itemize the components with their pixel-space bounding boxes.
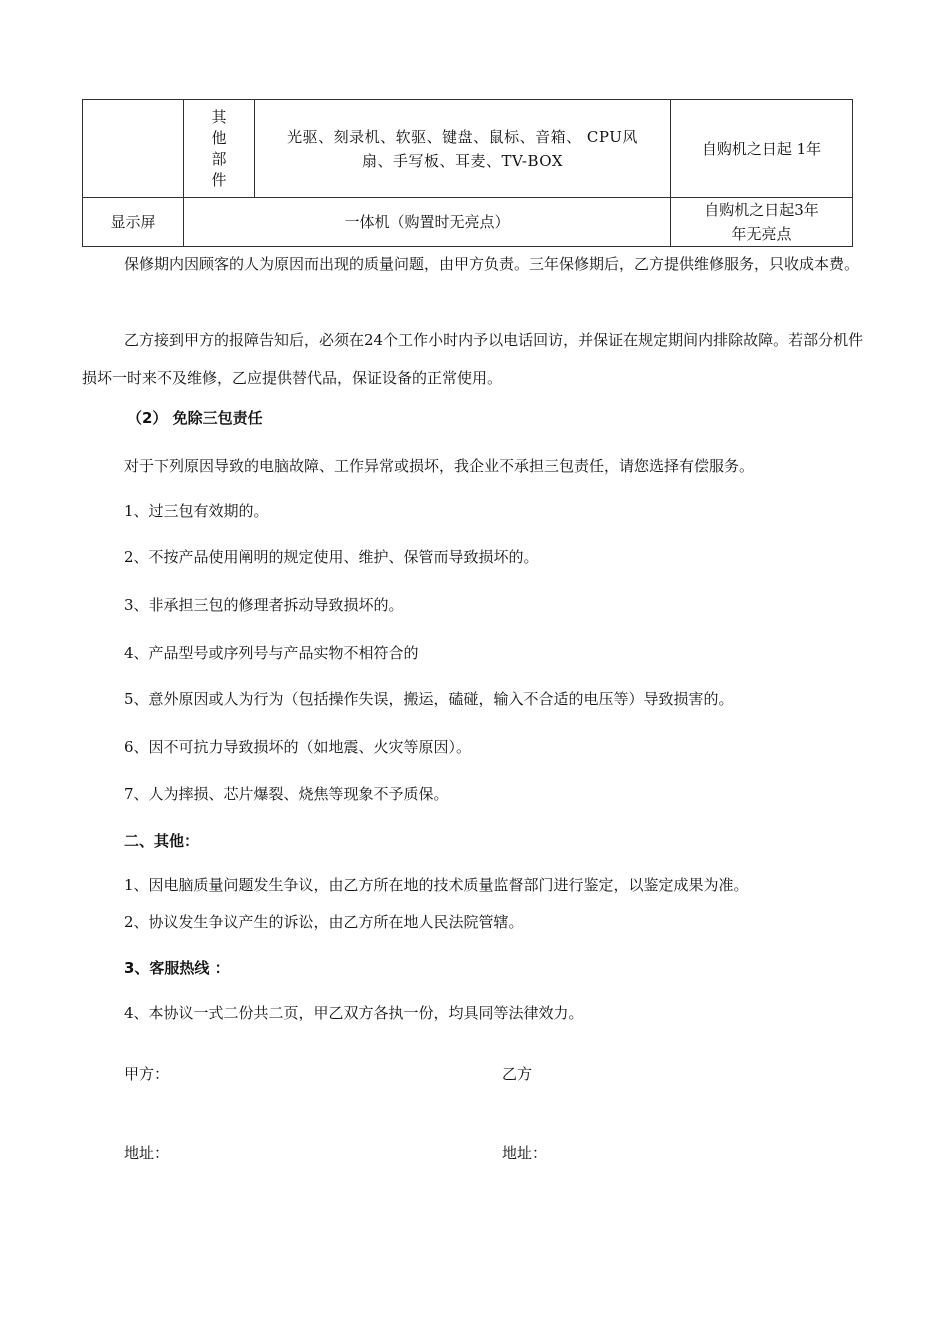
paragraph-repair-response: 乙方接到甲方的报障告知后，必须在24个工作小时内予以电话回访，并保证在规定期间内排除故障。若部分机件损坏一时来不及维修，乙应提供替代品，保证设备的正常使用。 [82, 331, 864, 387]
warranty-period: 自购机之日起3年年无亮点 [704, 201, 819, 243]
list-item: 3、非承担三包的修理者拆动导致损坏的。 [124, 596, 404, 614]
parts-cell [255, 100, 671, 198]
party-a-label: 甲方： [124, 1065, 170, 1083]
section-heading-exempt: （2） 免除三包责任 [127, 409, 263, 427]
list-item: 1、因电脑质量问题发生争议，由乙方所在地的技术质量监督部门进行鉴定，以鉴定成果为准。 [124, 876, 749, 894]
list-item: 6、因不可抗力导致损坏的（如地震、火灾等原因）。 [124, 738, 472, 756]
category-cell [184, 100, 255, 198]
table-row [83, 100, 853, 198]
period-cell [671, 100, 853, 198]
warranty-period: 自购机之日起 1年 [701, 139, 822, 158]
address-b-label: 地址： [502, 1144, 548, 1162]
list-item: 2、不按产品使用阐明的规定使用、维护、保管而导致损坏的。 [124, 548, 539, 566]
empty-cell [83, 100, 184, 198]
item-name: 显示屏 [110, 213, 156, 231]
hotline-label: 3、客服热线 ： [124, 959, 230, 977]
section-heading-other: 二、其他： [124, 832, 200, 850]
period-cell [671, 198, 853, 247]
name-cell [83, 198, 184, 247]
list-item: 1、过三包有效期的。 [124, 502, 269, 520]
category-label: 其他部件 [211, 107, 227, 189]
warranty-table [82, 99, 853, 247]
table-row [83, 198, 853, 247]
party-b-label: 乙方 [502, 1065, 533, 1083]
exempt-intro: 对于下列原因导致的电脑故障、工作异常或损坏，我企业不承担三包责任，请您选择有偿服务。 [124, 457, 755, 475]
desc-cell [184, 198, 671, 247]
item-description: 一体机（购置时无亮点） [344, 213, 510, 231]
address-a-label: 地址： [124, 1144, 170, 1162]
list-item: 4、产品型号或序列号与产品实物不相符合的 [124, 644, 419, 662]
paragraph-warranty-cost: 保修期内因顾客的人为原因而出现的质量问题，由甲方负责。三年保修期后，乙方提供维修服务，只收成本费。 [124, 255, 860, 273]
list-item: 7、人为摔损、芯片爆裂、烧焦等现象不予质保。 [124, 785, 449, 803]
list-item: 4、本协议一式二份共二页，甲乙双方各执一份，均具同等法律效力。 [124, 1004, 584, 1022]
list-item: 5、意外原因或人为行为（包括操作失误，搬运，磕碰，输入不合适的电压等）导致损害的。 [124, 690, 734, 708]
list-item: 2、协议发生争议产生的诉讼，由乙方所在地人民法院管辖。 [124, 913, 524, 931]
parts-list: 光驱、刻录机、软驱、键盘、鼠标、音箱、 CPU风扇、手写板、耳麦、TV-BOX [287, 127, 638, 170]
